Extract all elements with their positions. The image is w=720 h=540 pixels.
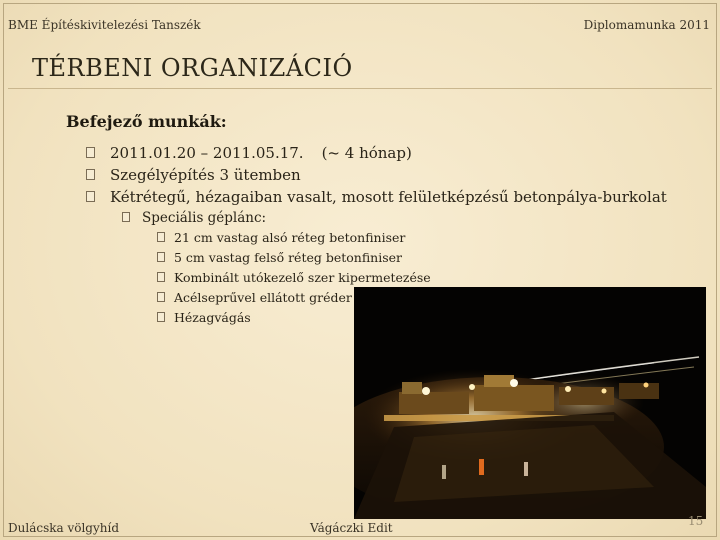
bullet-box-icon	[157, 292, 165, 302]
header-thesis: Diplomamunka 2011	[583, 18, 710, 32]
sub-sub-bullet-text: 5 cm vastag felső réteg betonfiniser	[174, 250, 403, 265]
footer-project: Dulácska völgyhíd	[8, 521, 120, 535]
bullet-box-icon	[157, 272, 165, 282]
sub-sub-bullet-text: Kombinált utókezelő szer kipermetezése	[174, 270, 431, 285]
bullet-box-icon	[86, 169, 95, 180]
night-construction-photo	[354, 287, 706, 519]
bullet-item	[86, 166, 301, 184]
sub-bullet-item	[122, 210, 266, 226]
header-department: BME Építéskivitelezési Tanszék	[8, 18, 201, 32]
sub-sub-bullet-text: 21 cm vastag alsó réteg betonfiniser	[174, 230, 406, 245]
bullet-box-icon	[157, 232, 165, 242]
sub-sub-bullet-text: Acélseprűvel ellátott gréder	[174, 290, 352, 305]
subheading: Befejező munkák:	[66, 112, 227, 131]
title-divider	[8, 88, 712, 89]
bullet-text: Szegélyépítés 3 ütemben	[110, 166, 301, 184]
sub-sub-bullet-item	[157, 310, 251, 325]
sub-bullet-text: Speciális géplánc:	[142, 210, 267, 226]
footer-author: Vágáczki Edit	[310, 521, 393, 535]
bullet-text: 2011.01.20 – 2011.05.17.	[110, 144, 304, 162]
bullet-box-icon	[157, 252, 165, 262]
slide-title: TÉRBENI ORGANIZÁCIÓ	[32, 54, 353, 82]
bullet-box-icon	[86, 147, 95, 158]
bullet-item	[86, 144, 412, 162]
bullet-note: (~ 4 hónap)	[321, 144, 412, 162]
sub-sub-bullet-item	[157, 270, 431, 285]
bullet-box-icon	[157, 312, 165, 322]
bullet-text: Kétrétegű, hézagaiban vasalt, mosott felületképzésű betonpálya-burkolat	[110, 188, 667, 206]
sub-sub-bullet-item	[157, 290, 352, 305]
sub-sub-bullet-item	[157, 250, 402, 265]
bullet-item	[86, 188, 667, 206]
page-number: 15	[688, 514, 704, 528]
bullet-box-icon	[122, 212, 130, 222]
construction-scene-image	[354, 287, 706, 519]
bullet-box-icon	[86, 191, 95, 202]
sub-sub-bullet-text: Hézagvágás	[174, 310, 251, 325]
sub-sub-bullet-item	[157, 230, 405, 245]
